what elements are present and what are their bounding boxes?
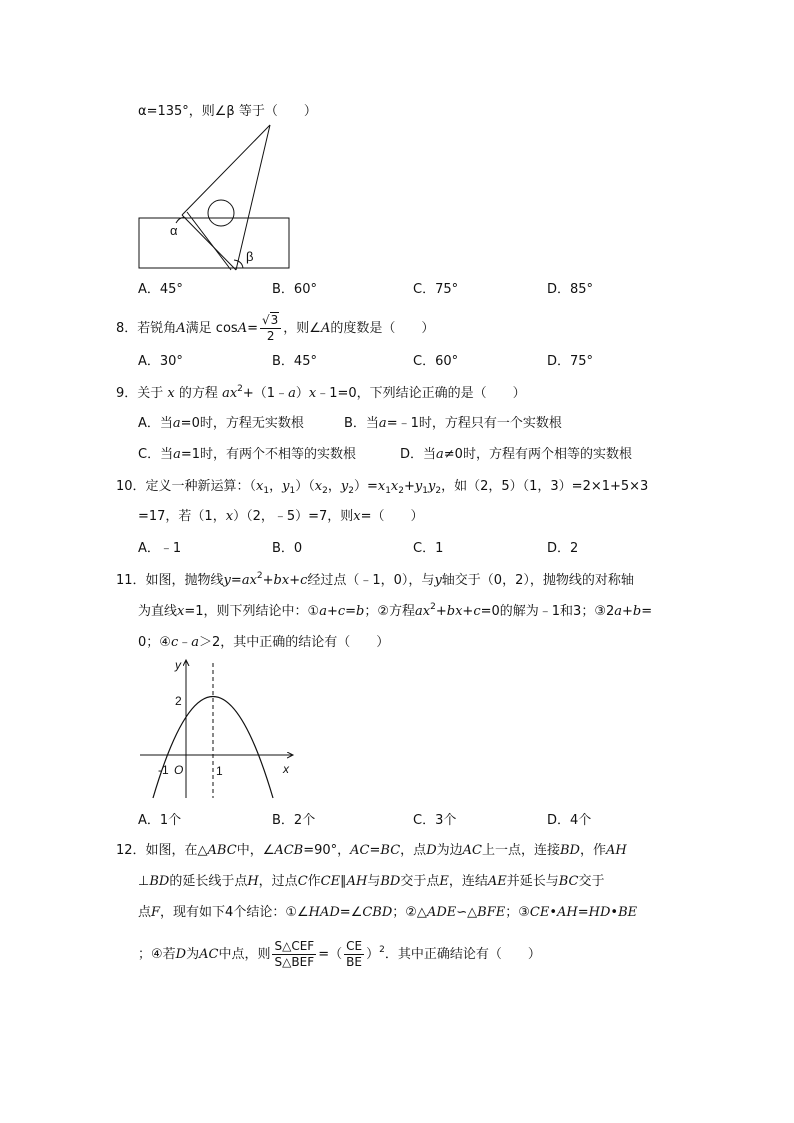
text-fragment: 的延长线于点 [169,874,248,889]
text-fragment: + [435,604,447,619]
text-fragment: 的度数是（ ） [330,321,435,336]
text-fragment: + [262,573,274,588]
text-fragment: x [353,509,361,524]
text-fragment: + [622,604,633,619]
text-fragment: AH [556,905,578,920]
text-fragment: = [345,604,357,619]
text-fragment: 经过点（﹣1，0），与 [307,573,435,588]
text-fragment: 12．如图，在△ [116,843,208,858]
text-fragment: ⊥ [138,874,150,889]
text-fragment: CE [320,874,341,889]
q10-option-d[interactable] [547,540,578,558]
text-fragment: =∠ [339,905,363,920]
text-fragment: ， [327,479,341,494]
text-fragment: 2 [266,329,275,343]
q9-option-b[interactable] [344,415,562,433]
triangle-side-bottom [182,215,236,270]
q7-option-c[interactable] [413,281,458,299]
text-fragment: a [614,604,623,619]
text-fragment: ，现有如下4个结论：①∠ [160,905,309,920]
text-fragment: AE [487,874,507,889]
text-fragment: = [230,573,242,588]
text-fragment: =0的解为﹣1和3；③2 [480,604,615,619]
q11-stem-line1 [116,572,634,590]
text-fragment: ；③ [505,905,530,920]
text-fragment: a [436,447,444,462]
text-fragment: A [320,321,331,336]
text-fragment: ） [295,386,309,401]
text-fragment: HAD [308,905,340,920]
text-fragment: BE [346,955,362,969]
one-label: 1 [216,764,223,778]
text-fragment: y [340,479,349,494]
text-fragment: 9．关于 [116,386,164,401]
ruler-rectangle [139,218,289,268]
q10-option-a[interactable] [138,540,181,558]
origin-label: O [174,763,184,777]
text-fragment: A [176,321,186,336]
text-fragment: ADE [426,905,457,920]
text-fragment: = [577,905,589,920]
neg-one-label: -1 [158,763,169,777]
text-fragment: 1 [289,486,296,496]
y-intercept-label: 2 [175,694,182,708]
text-fragment: ax [415,604,431,619]
text-fragment: BD [560,843,580,858]
text-fragment: ．其中正确结论有（ ） [384,947,541,962]
q10-stem-line2 [138,508,424,526]
text-fragment: 的方程 [178,386,218,401]
text-fragment: x [256,479,264,494]
text-fragment: HD [588,905,611,920]
q11-option-b-text: B．2个 [272,813,316,828]
q8-option-a[interactable] [138,353,183,371]
text-fragment: =（ [318,947,343,962]
text-fragment: ）（2，﹣5）=7，则 [233,509,354,524]
text-fragment: ACB [274,843,304,858]
text-fragment: ；④若 [138,947,176,962]
q10-stem-line1: 10．定义一种新运算：（$x_1$，$y_1)(x_2$，$y_2)=x_1x_2+y_1y_2$，如（2，5）（1，3）=2×1+5×3 [116,479,649,496]
text-fragment: 2 [435,486,442,496]
text-fragment: AH [346,874,368,889]
text-fragment: 10．定义一种新运算：（ [116,479,257,494]
text-fragment: x [390,479,399,494]
q7-option-a-text: A．45° [138,282,183,297]
q12-stem-line4 [138,938,541,972]
text-fragment: 轴交于（0，2），抛物线的对称轴 [441,573,634,588]
text-fragment: AH [606,843,627,858]
text-fragment: ∽△ [456,905,478,920]
text-fragment: ，如（2，5）（1，3）=2×1+5×3 [441,479,649,494]
text-fragment: ﹣1=0，下列结论正确的是（ ） [316,386,526,401]
text-fragment: 为 [186,947,200,962]
text-fragment: a [319,604,327,619]
q11-option-a-text: A．1个 [138,813,182,828]
q8-fraction [260,313,281,344]
text-fragment: H [247,874,259,889]
text-fragment: BFE [477,905,506,920]
beta-angle-arc [234,260,243,268]
q8-option-a-text: A．30° [138,354,183,369]
text-fragment: ）（ [295,479,315,494]
q7-option-b[interactable] [272,281,317,299]
text-fragment: + [462,604,474,619]
text-fragment: 交于点 [400,874,440,889]
q8-option-d-text: D．75° [547,354,594,369]
q8-option-d[interactable] [547,353,593,371]
q7-option-c-text: C．75° [413,282,459,297]
text-fragment: 1 [422,486,428,496]
text-fragment: b [356,604,365,619]
text-fragment: c [473,604,481,619]
q7-figure [130,95,300,275]
q11-option-c-text: C．3个 [413,813,457,828]
q10-option-c-text: C．1 [413,541,444,556]
text-fragment: c [300,573,308,588]
q12-stem-line3 [138,904,637,922]
text-fragment: AC [199,947,219,962]
text-fragment: 2 [237,384,243,394]
q11-option-d-text: D．4个 [547,813,592,828]
text-fragment: ﹣ [178,635,192,650]
text-fragment: y [428,479,436,494]
q8-stem [116,312,434,346]
text-fragment: BC [380,843,401,858]
q12-side-ratio-fraction [344,939,364,970]
text-fragment: ， [269,479,283,494]
q9-stem [116,385,526,403]
text-fragment: 中，∠ [236,843,275,858]
q12-area-ratio-fraction [272,939,316,970]
q9-option-d[interactable] [400,446,632,464]
text-fragment: BC [558,874,579,889]
text-fragment: D [175,947,187,962]
text-fragment: 与 [367,874,381,889]
text-fragment: 为直线 [138,604,178,619]
q11-option-c[interactable] [413,812,456,830]
q12-stem-line2 [138,873,605,891]
q11-option-b[interactable] [272,812,315,830]
triangle-inner-edge [187,212,231,270]
text-fragment: S△BEF [274,955,315,969]
text-fragment: BD [380,874,401,889]
beta-label: β [246,249,254,264]
text-fragment: y [434,573,442,588]
q10-option-d-text: D．2 [547,541,579,556]
q10-option-c[interactable] [413,540,443,558]
q12-stem-line1 [116,842,627,860]
text-fragment: x [377,479,386,494]
text-fragment: x [308,386,317,401]
text-fragment: = [641,604,653,619]
text-fragment: 交于 [578,874,605,889]
text-fragment: y [414,479,423,494]
text-fragment: ，点 [400,843,427,858]
q11-option-a[interactable] [138,812,181,830]
q8-option-c-text: C．60° [413,354,459,369]
text-fragment: + [289,573,301,588]
text-fragment: A．当 [138,416,173,431]
text-fragment: 0；④ [138,635,171,650]
text-fragment: =1时，有两个不相等的实数根 [180,447,357,462]
text-fragment: 中点，则 [218,947,271,962]
text-fragment: ） [366,947,380,962]
text-fragment: ax [241,573,257,588]
text-fragment: ax [222,386,238,401]
text-fragment: x [314,479,323,494]
text-fragment: ∥ [340,874,347,889]
text-fragment: 1 [385,486,391,496]
text-fragment: b [632,604,642,619]
q7-option-d[interactable] [547,281,593,299]
text-fragment: y [223,573,231,588]
text-fragment: ，则∠ [283,321,321,336]
text-fragment: BE [618,905,638,920]
text-fragment: 2 [398,486,404,496]
text-fragment: 1 [263,486,270,496]
text-fragment: C [297,874,308,889]
text-fragment: ，过点 [258,874,298,889]
text-fragment: √3 [260,313,281,329]
q11-parabola-figure [135,655,305,805]
text-fragment: a [172,416,181,431]
y-axis-label: y [175,658,181,672]
text-fragment: ≠0时，方程有两个相等的实数根 [443,447,632,462]
q9-option-c[interactable] [138,446,356,464]
text-fragment: E [439,874,449,889]
text-fragment: 点 [138,905,152,920]
text-fragment: CBD [362,905,393,920]
q11-option-d[interactable] [547,812,591,830]
text-fragment: 为边 [436,843,463,858]
text-fragment: S△CEF [274,939,315,953]
text-fragment: CE [529,905,550,920]
alpha-label: α [170,223,178,238]
q8-option-b-text: B．45° [272,354,317,369]
text-fragment: 2 [379,945,385,955]
text-fragment: =90°， [303,843,351,858]
q10-option-b[interactable] [272,540,302,558]
text-fragment: a [173,447,181,462]
text-fragment: A [237,321,248,336]
text-fragment: =（ ） [360,509,424,524]
text-fragment: a [378,416,387,431]
q7-option-a[interactable] [138,281,183,299]
text-fragment: =1，则下列结论中：① [184,604,320,619]
text-fragment: CE [346,939,363,953]
text-fragment: y [282,479,290,494]
q7-option-b-text: B．60° [272,282,317,297]
text-fragment: 并延长与 [506,874,559,889]
text-fragment: 2 [322,486,328,496]
text-fragment: =0时，方程无实数根 [180,416,304,431]
text-fragment: F [151,905,161,920]
text-fragment: 上一点，连接 [481,843,560,858]
text-fragment: = [369,843,381,858]
text-fragment: D [426,843,437,858]
text-fragment: = [247,321,258,336]
text-fragment: C．当 [138,447,174,462]
text-fragment: AC [462,843,482,858]
text-fragment: x [225,509,234,524]
q11-stem-line2 [138,603,652,621]
q10-option-a-text: A．﹣1 [138,541,182,556]
text-fragment: ；②方程 [364,604,416,619]
triangle-hole-circle [208,200,234,226]
text-fragment: 满足 cos [185,321,238,336]
text-fragment: 2 [348,486,354,496]
text-fragment: AC [350,843,370,858]
text-fragment: =17，若（1， [138,509,226,524]
x-axis-label: x [283,762,289,776]
text-fragment: ，作 [579,843,606,858]
q10-option-b-text: B．0 [272,541,303,556]
q11-stem-line3 [138,634,389,652]
q7-stem-text: α=135°，则∠β 等于（ ） [138,104,317,119]
text-fragment: • [610,905,619,920]
text-fragment: x [167,386,175,401]
text-fragment: ABC [207,843,237,858]
text-fragment: c [337,604,346,619]
text-fragment: a [191,635,199,650]
q8-option-b[interactable] [272,353,317,371]
text-fragment: 8．若锐角 [116,321,177,336]
text-fragment: bx [273,573,290,588]
text-fragment: 3 [270,313,279,327]
text-fragment: a [288,386,296,401]
text-fragment: B．当 [344,416,379,431]
text-fragment: ；②△ [392,905,427,920]
text-fragment: BD [149,874,170,889]
text-fragment: bx [446,604,463,619]
q8-option-c[interactable] [413,353,458,371]
text-fragment: D．当 [400,447,437,462]
text-fragment: 2 [256,571,263,581]
text-fragment: +（1﹣ [242,386,289,401]
text-fragment: + [326,604,338,619]
q7-option-d-text: D．85° [547,282,594,297]
text-fragment: 作 [307,874,321,889]
text-fragment: =﹣1时，方程只有一个实数根 [386,416,562,431]
text-fragment: 11．如图，抛物线 [116,573,224,588]
text-fragment: 2 [430,602,436,612]
text-fragment: x [177,604,185,619]
text-fragment: c [170,635,179,650]
text-fragment: ，连结 [448,874,488,889]
q9-option-a[interactable] [138,415,304,433]
text-fragment: ）= [353,479,378,494]
text-fragment: • [549,905,557,920]
text-fragment: ＞2，其中正确的结论有（ ） [199,635,390,650]
